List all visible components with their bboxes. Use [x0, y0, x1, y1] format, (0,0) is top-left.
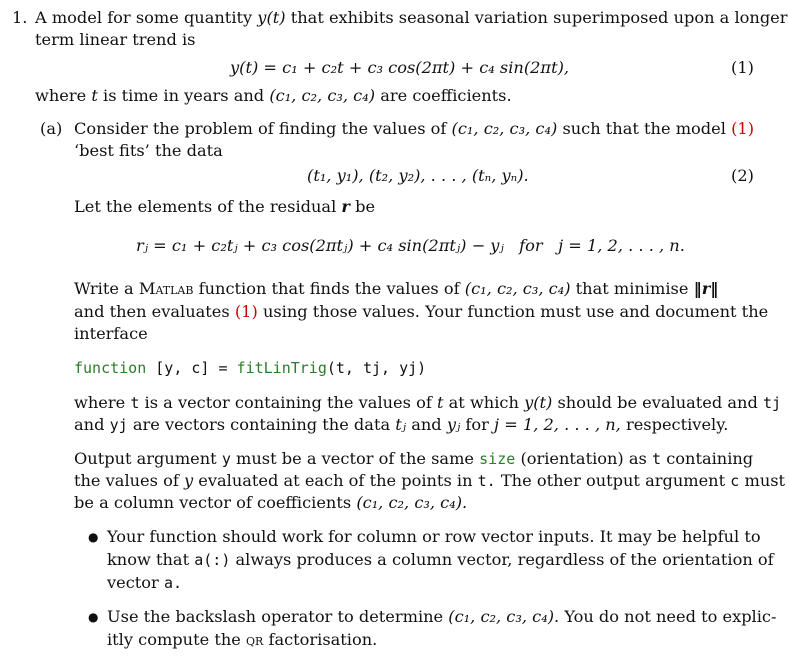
part-a-label: (a) [40, 119, 63, 138]
write-line-1: Write a Matlab function that finds the values of (c₁, c₂, c₃, c₄) that minimise ‖r‖ [74, 279, 719, 298]
function-signature: function [y, c] = fitLinTrig(t, tj, yj) [74, 359, 427, 377]
bullet-1-line-2: know that a(:) always produces a column vector, regardless of the orientation of [107, 550, 774, 569]
intro-line-2: term linear trend is [35, 30, 196, 49]
output-line-2: the values of y evaluated at each of the points in t. The other output argument c must [74, 471, 786, 490]
equation-ref-1b[interactable]: (1) [234, 302, 258, 321]
where2-line-2: and yj are vectors containing the data tⱼ and yⱼ for j = 1, 2, . . . , n, respectively. [74, 415, 729, 434]
bullet-2-marker: ● [88, 610, 99, 624]
equation-ref-1[interactable]: (1) [731, 119, 755, 138]
bullet-1-marker: ● [88, 530, 99, 544]
bullet-1-line-1: Your function should work for column or row vector inputs. It may be helpful to [107, 527, 761, 546]
equation-1-number: (1) [731, 58, 754, 77]
bullet-1-line-3: vector a. [107, 573, 182, 592]
output-line-3: be a column vector of coefficients (c₁, c₂, c₃, c₄). [74, 493, 468, 512]
bullet-2-line-1: Use the backslash operator to determine (c₁, c₂, c₃, c₄). You do not need to explic- [107, 607, 777, 626]
equation-2-number: (2) [731, 166, 754, 185]
equation-2: (t₁, y₁), (t₂, y₂), . . . , (tₙ, yₙ). [307, 166, 529, 185]
residual-equation: rⱼ = c₁ + c₂tⱼ + c₃ cos(2πtⱼ) + c₄ sin(2πtⱼ) − yⱼ for j = 1, 2, . . . , n. [136, 236, 685, 255]
equation-1: y(t) = c₁ + c₂t + c₃ cos(2πt) + c₄ sin(2πt), [230, 58, 570, 77]
output-line-1: Output argument y must be a vector of the same size (orientation) as t containing [74, 449, 754, 468]
where2-line-1: where t is a vector containing the values of t at which y(t) should be evaluated and tj [74, 393, 782, 412]
intro-line-1: A model for some quantity y(t) that exhibits seasonal variation superimposed upon a longer [35, 8, 788, 27]
question-number: 1. [12, 8, 28, 27]
where-line: where t is time in years and (c₁, c₂, c₃, c₄) are coefficients. [35, 86, 512, 105]
part-a-line-1: Consider the problem of finding the values of (c₁, c₂, c₃, c₄) such that the model (1) [74, 119, 755, 138]
write-line-3: interface [74, 324, 148, 343]
residual-intro: Let the elements of the residual r be [74, 197, 376, 216]
part-a-line-2: ‘best fits’ the data [74, 141, 223, 160]
write-line-2: and then evaluates (1) using those values. Your function must use and document the [74, 302, 769, 321]
bullet-2-line-2: itly compute the qr factorisation. [107, 630, 378, 649]
